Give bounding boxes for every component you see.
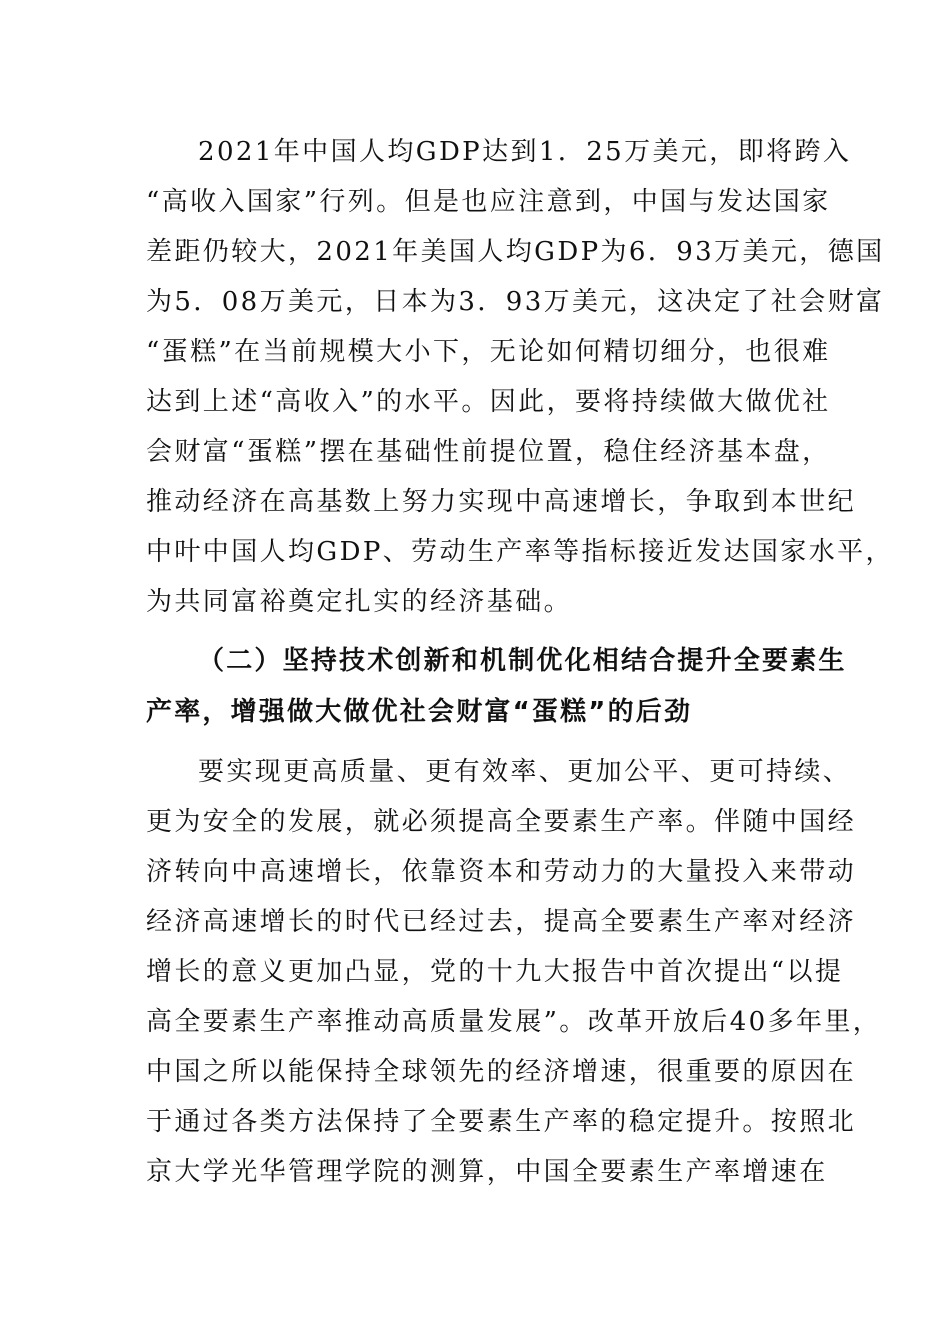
paragraph-2-line-6: 高全要素生产率推动高质量发展”。改革开放后40多年里， <box>146 1007 882 1037</box>
paragraph-2-line-9: 京大学光华管理学院的测算，中国全要素生产率增速在 <box>146 1157 828 1187</box>
paragraph-1-line-9: 中叶中国人均GDP、劳动生产率等指标接近发达国家水平， <box>146 537 894 567</box>
section-heading-line-1: （二）坚持技术创新和机制优化相结合提升全要素生 <box>198 646 847 676</box>
paragraph-2-line-5: 增长的意义更加凸显，党的十九大报告中首次提出“以提 <box>146 957 844 987</box>
paragraph-2-line-3: 济转向中高速增长，依靠资本和劳动力的大量投入来带动 <box>146 857 857 887</box>
paragraph-1-line-8: 推动经济在高基数上努力实现中高速增长，争取到本世纪 <box>146 487 857 517</box>
section-heading-line-2: 产率，增强做大做优社会财富“蛋糕”的后劲 <box>146 697 693 727</box>
paragraph-2-line-1: 要实现更高质量、更有效率、更加公平、更可持续、 <box>198 757 852 787</box>
paragraph-1-line-2: “高收入国家”行列。但是也应注意到，中国与发达国家 <box>146 187 831 217</box>
paragraph-1-line-6: 达到上述“高收入”的水平。因此，要将持续做大做优社 <box>146 387 831 417</box>
paragraph-2-line-4: 经济高速增长的时代已经过去，提高全要素生产率对经济 <box>146 907 857 937</box>
paragraph-1-line-1: 2021年中国人均GDP达到1．25万美元，即将跨入 <box>198 137 852 167</box>
paragraph-2-line-8: 于通过各类方法保持了全要素生产率的稳定提升。按照北 <box>146 1107 857 1137</box>
paragraph-2-line-7: 中国之所以能保持全球领先的经济增速，很重要的原因在 <box>146 1057 857 1087</box>
paragraph-1-line-3: 差距仍较大，2021年美国人均GDP为6．93万美元，德国 <box>146 237 885 267</box>
paragraph-2-line-2: 更为安全的发展，就必须提高全要素生产率。伴随中国经 <box>146 807 857 837</box>
paragraph-1-line-10: 为共同富裕奠定扎实的经济基础。 <box>146 587 573 617</box>
paragraph-1-line-4: 为5．08万美元，日本为3．93万美元，这决定了社会财富 <box>146 287 885 317</box>
paragraph-1-line-7: 会财富“蛋糕”摆在基础性前提位置，稳住经济基本盘， <box>146 437 831 467</box>
paragraph-1-line-5: “蛋糕”在当前规模大小下，无论如何精切细分，也很难 <box>146 337 831 367</box>
